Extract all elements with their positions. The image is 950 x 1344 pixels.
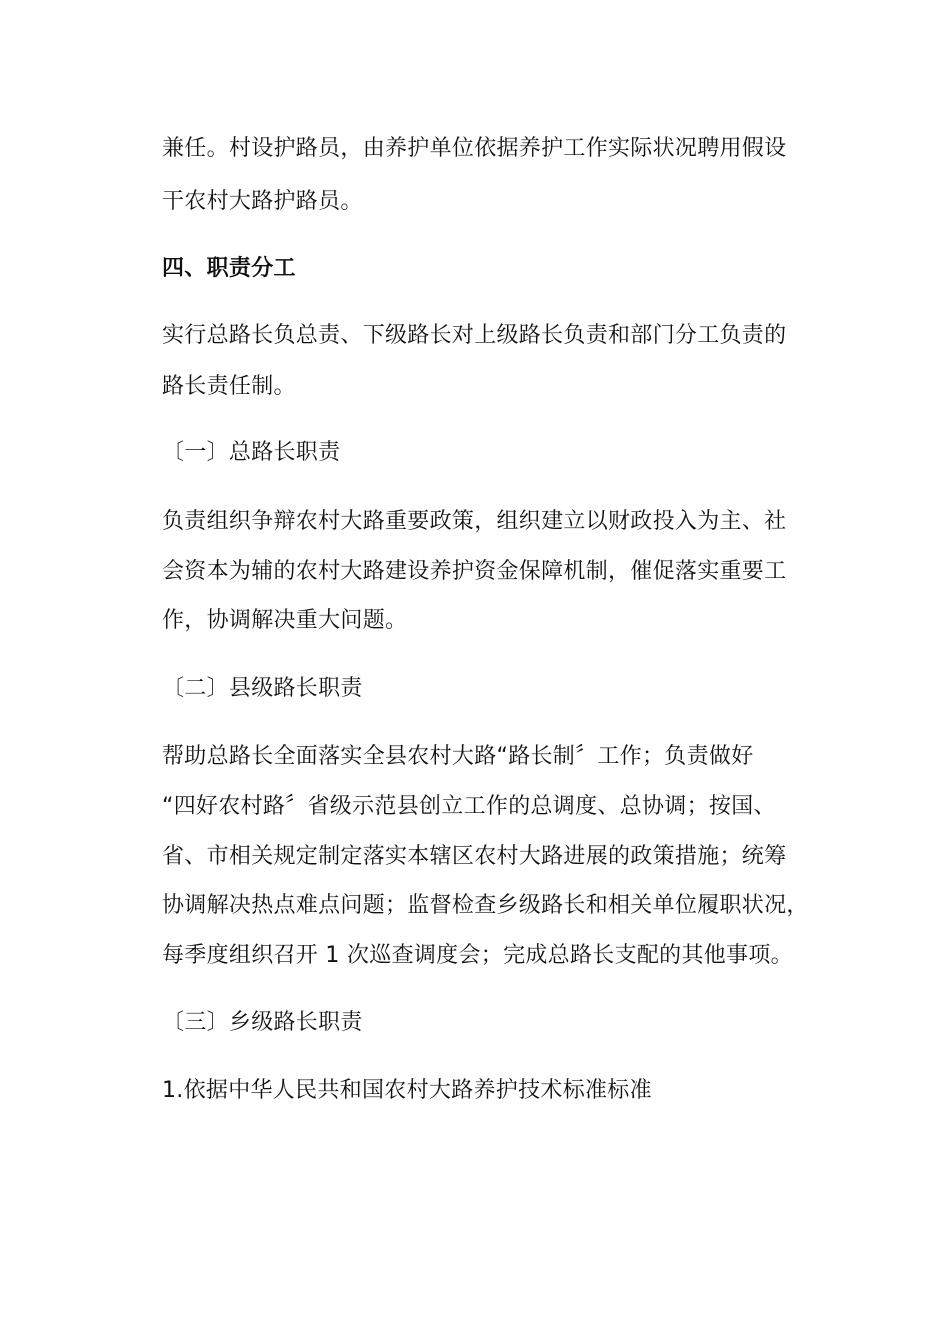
subsection-2-line-3: 省、市相关规定制定落实本辖区农村大路进展的政策措施；统筹 xyxy=(162,844,787,869)
subsection-2-line-2: “四好农村路〞省级示范县创立工作的总调度、总协调；按国、 xyxy=(162,794,776,819)
section-heading: 四、职责分工 xyxy=(162,256,296,281)
section-paragraph-line-1: 实行总路长负总责、下级路长对上级路长负责和部门分工负责的 xyxy=(162,323,787,348)
subsection-2-line-4: 协调解决热点难点问题；监督检查乡级路长和相关单位履职状况， xyxy=(162,893,809,918)
subsection-1-line-1: 负责组织争辩农村大路重要政策，组织建立以财政投入为主、社 xyxy=(162,509,787,534)
intro-paragraph-line-2: 干农村大路护路员。 xyxy=(162,189,363,214)
subsection-2-heading: 〔二〕县级路长职责 xyxy=(162,676,363,701)
subsection-1-line-2: 会资本为辅的农村大路建设养护资金保障机制，催促落实重要工 xyxy=(162,559,787,584)
subsection-1-line-3: 作，协调解决重大问题。 xyxy=(162,608,408,633)
subsection-1-heading: 〔一〕总路长职责 xyxy=(162,440,341,465)
subsection-3-line-1: 1.依据中华人民共和国农村大路养护技术标准标准 xyxy=(162,1078,652,1103)
subsection-3-heading: 〔三〕乡级路长职责 xyxy=(162,1010,363,1035)
intro-paragraph-line-1: 兼任。村设护路员，由养护单位依据养护工作实际状况聘用假设 xyxy=(162,136,787,161)
subsection-2-line-5: 每季度组织召开 1 次巡查调度会；完成总路长支配的其他事项。 xyxy=(162,943,793,968)
subsection-2-line-1: 帮助总路长全面落实全县农村大路“路长制〞工作；负责做好 xyxy=(162,744,754,769)
section-paragraph-line-2: 路长责任制。 xyxy=(162,374,296,399)
